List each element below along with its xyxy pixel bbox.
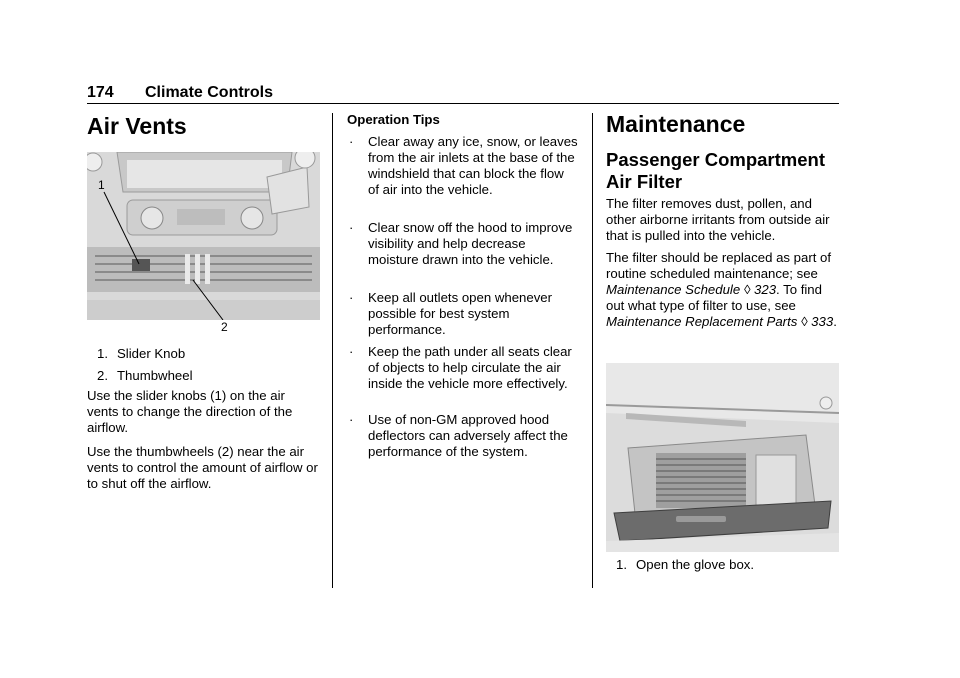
caption-number: 1. <box>616 557 627 572</box>
callout-1: 1 <box>98 178 105 192</box>
legend-item-2 <box>97 368 193 384</box>
glove-box-caption <box>616 557 755 573</box>
tip-item-1: Clear away any ice, snow, or leaves from the air inlets at the base of the windshield that can block the flow of air into the vehicle. <box>368 134 578 197</box>
section-title-maintenance: Maintenance <box>606 111 746 137</box>
page-number: 174 <box>87 84 114 101</box>
bullet-icon: · <box>349 344 354 359</box>
filter-paragraph-2-end: . <box>833 314 837 329</box>
replacement-parts-link[interactable]: Maintenance Replacement Parts <box>606 314 798 329</box>
header-rule <box>87 103 839 104</box>
column-divider-left <box>332 113 333 588</box>
subsection-title-line-2: Air Filter <box>606 171 683 192</box>
glove-box-illustration <box>606 363 839 552</box>
tip-item-2: Clear snow off the hood to improve visibility and help decrease moisture drawn into the vehicle. <box>368 220 573 267</box>
legend-number: 1. <box>97 346 108 361</box>
legend-item-1 <box>97 346 186 362</box>
subsection-title-line-1: Passenger Compartment <box>606 149 825 170</box>
tip-item-5: Use of non-GM approved hood deflectors can adversely affect the performance of the system. <box>368 412 568 459</box>
caption-label: Open the glove box. <box>636 557 755 572</box>
filter-paragraph-2-mid: . To find out what type of filter to use, see <box>606 282 822 313</box>
legend-label: Slider Knob <box>117 346 186 361</box>
air-vents-paragraph-1: Use the slider knobs (1) on the air vents to change the direction of the airflow. <box>87 388 293 435</box>
tip-item-4: Keep the path under all seats clear of objects to help circulate the air inside the vehicle more effectively. <box>368 344 572 391</box>
bullet-icon: · <box>349 412 354 427</box>
air-vents-illustration <box>87 152 320 320</box>
glove-box-figure <box>606 363 839 552</box>
air-vents-figure <box>87 152 320 320</box>
operation-tips-heading: Operation Tips <box>347 112 440 127</box>
maintenance-schedule-page-ref[interactable]: ◊ 323 <box>743 282 777 297</box>
legend-label: Thumbwheel <box>117 368 193 383</box>
filter-paragraph-2-text: The filter should be replaced as part of routine scheduled maintenance; see <box>606 250 832 281</box>
maintenance-schedule-link[interactable]: Maintenance Schedule <box>606 282 741 297</box>
air-vents-paragraph-2: Use the thumbwheels (2) near the air vents to control the amount of airflow or to shut off the airflow. <box>87 444 318 491</box>
bullet-icon: · <box>349 220 354 235</box>
callout-2: 2 <box>221 320 228 334</box>
tip-item-3: Keep all outlets open whenever possible for best system performance. <box>368 290 553 337</box>
bullet-icon: · <box>349 134 354 149</box>
section-title-air-vents: Air Vents <box>87 113 187 139</box>
filter-paragraph-1: The filter removes dust, pollen, and other airborne irritants from outside air that is pulled into the vehicle. <box>606 196 830 243</box>
bullet-icon: · <box>349 290 354 305</box>
chapter-title: Climate Controls <box>145 84 274 101</box>
legend-number: 2. <box>97 368 108 383</box>
column-divider-right <box>592 113 593 588</box>
filter-paragraph-2 <box>606 250 839 330</box>
replacement-parts-page-ref[interactable]: ◊ 333 <box>801 314 834 329</box>
